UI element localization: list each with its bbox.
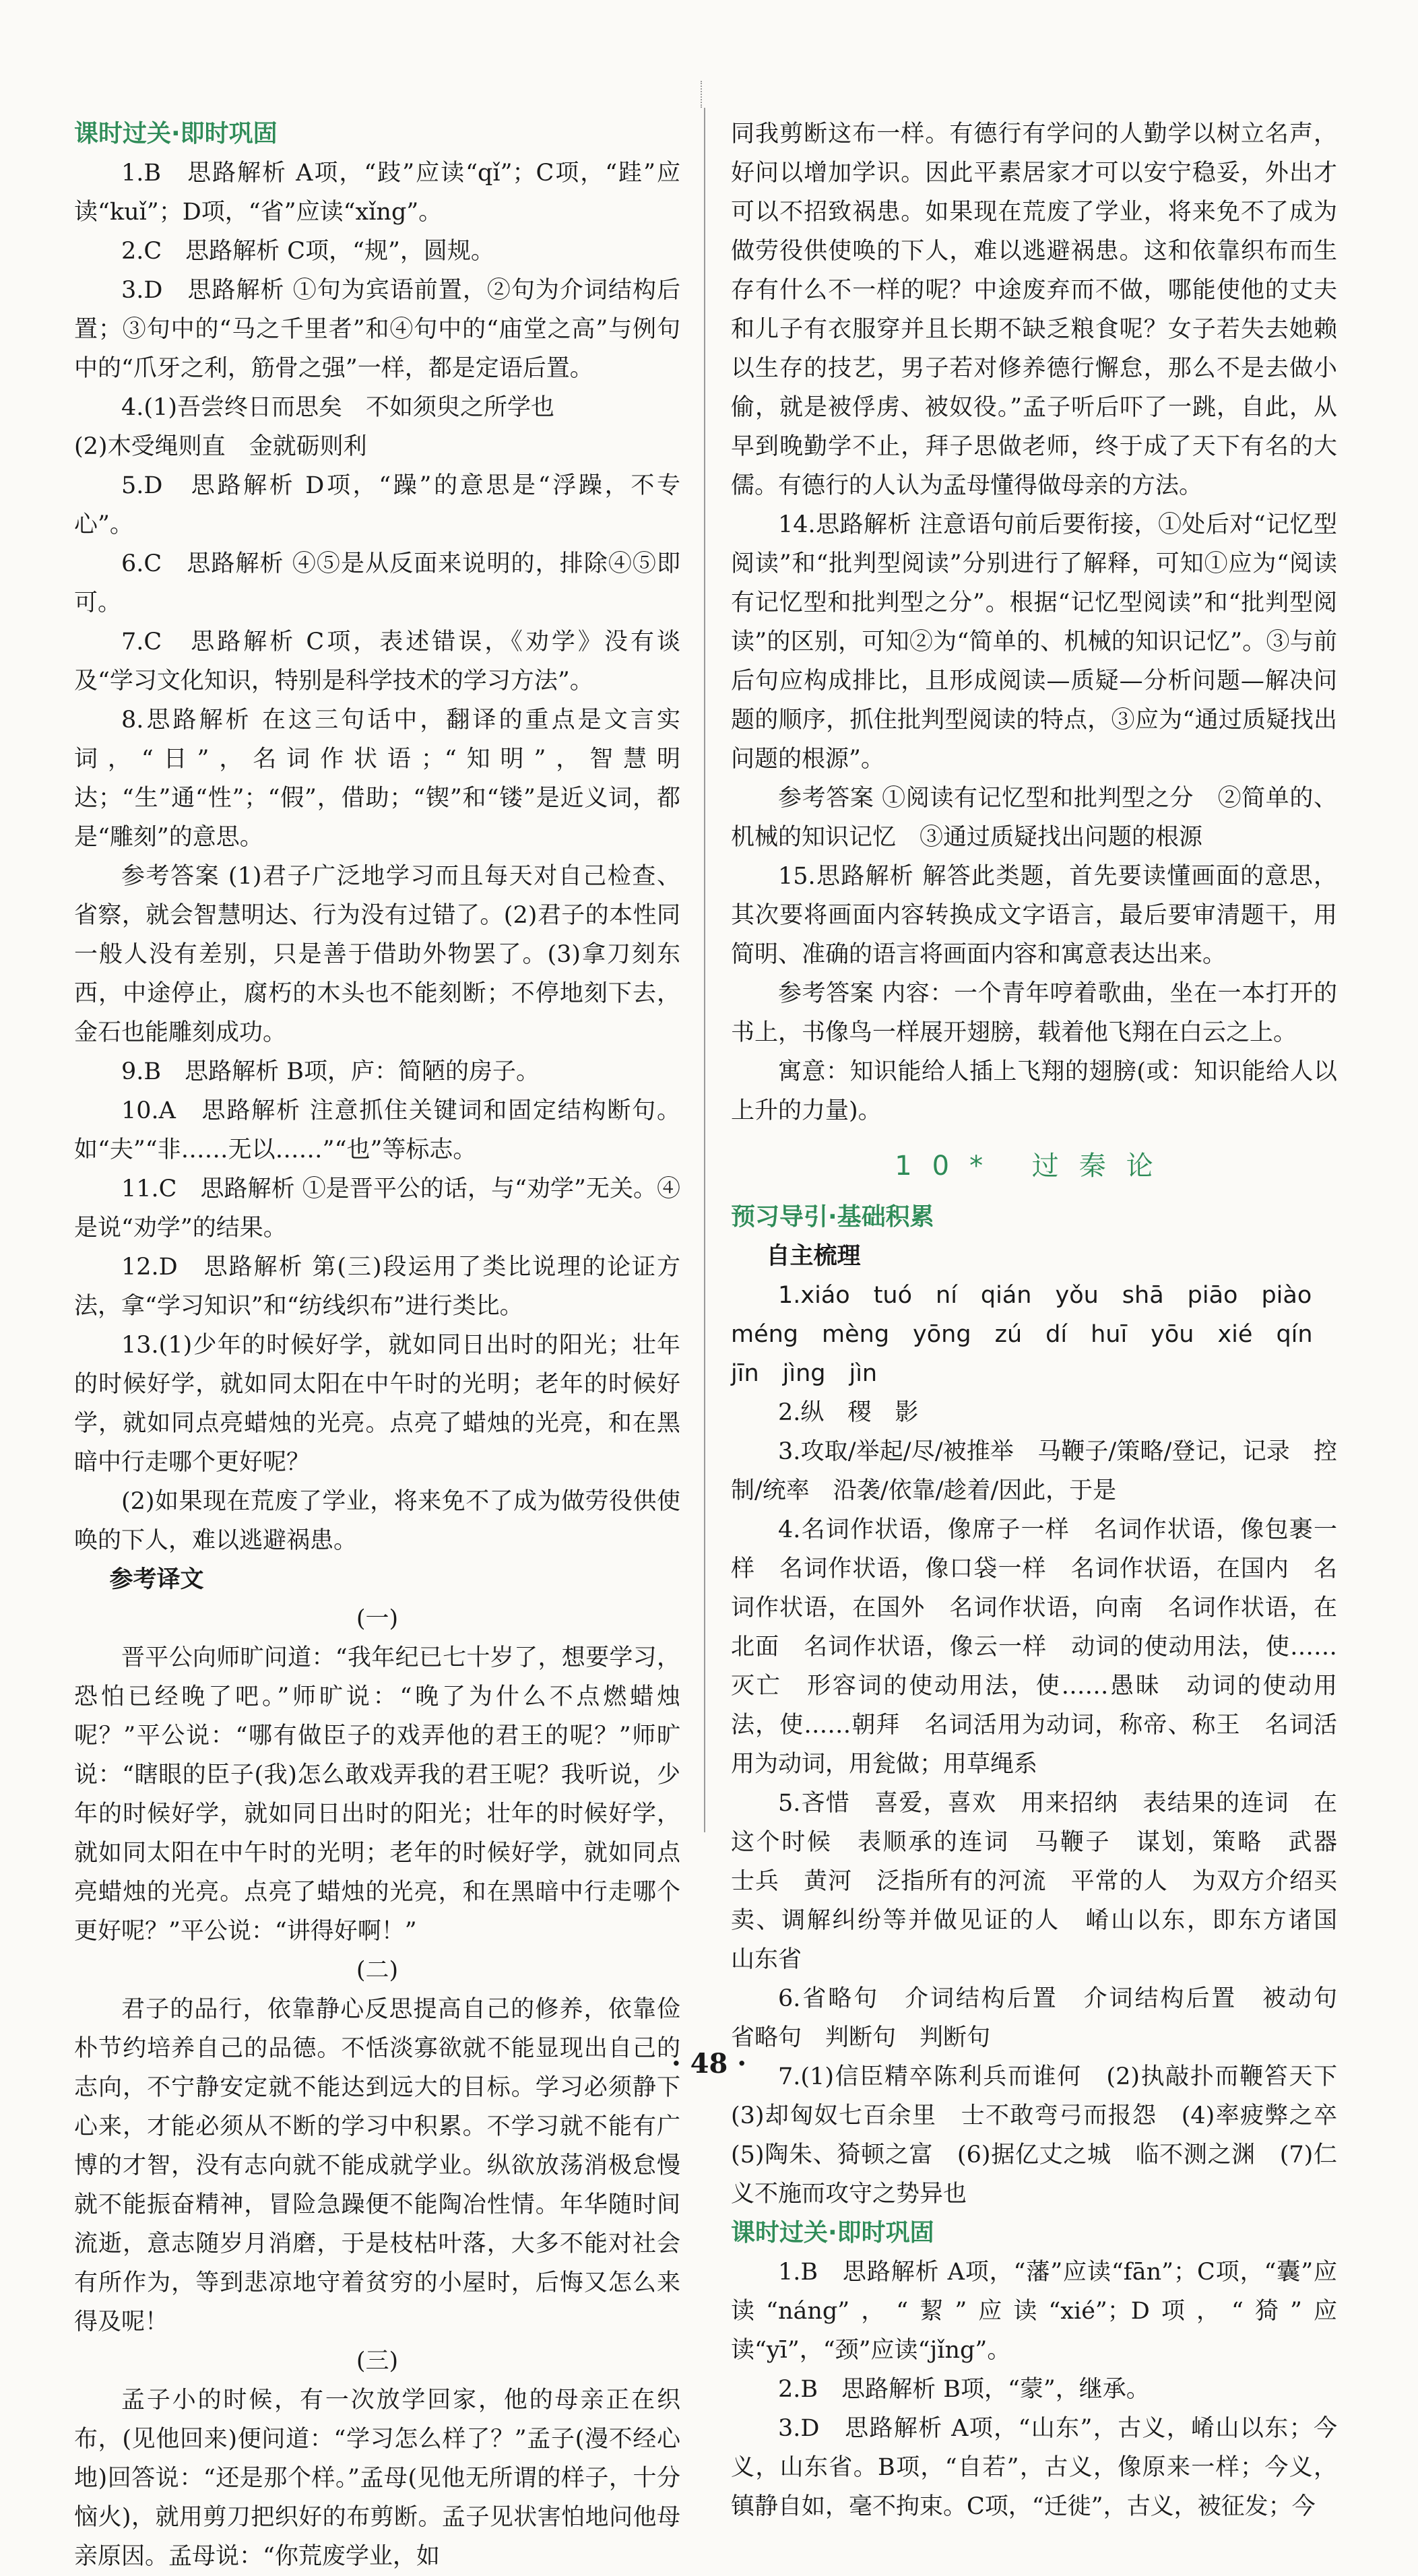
answer-item: 2.B 思路解析 B项，“蒙”，继承。 bbox=[778, 2376, 1150, 2403]
section-title: 预习导引·基础积累 bbox=[731, 1203, 934, 1231]
answer-item: 6.省略句 介词结构后置 介词结构后置 被动句 省略句 判断句 判断句 bbox=[731, 1985, 1361, 2051]
left-column bbox=[74, 115, 680, 2576]
pinyin-line: jīn jìng jìn bbox=[731, 1360, 878, 1387]
answer-item: 7.(1)信臣精卒陈利兵而谁何 (2)执敲扑而鞭笞天下 (3)却匈奴七百余里 士不敢弯弓而报怨 (4)率疲弊之卒 (5)陶朱、猗顿之富 (6)据亿丈之城 临不测之渊 (7)仁义不施而攻守之势异也 bbox=[731, 2063, 1361, 2208]
answer-item: (2)如果现在荒废了学业，将来免不了成为做劳役供使唤的下人，难以逃避祸患。 bbox=[74, 1488, 680, 1554]
reference-answer: 参考答案 (1)君子广泛地学习而且每天对自己检查、省察，就会智慧明达、行为没有过错了。(2)君子的本性同一般人没有差别，只是善于借助外物罢了。(3)拿刀刻东西，中途停止，腐朽的木头也不能刻断；不停地刻下去，金石也能雕刻成功。 bbox=[74, 863, 680, 1046]
translation-paragraph-continued: 同我剪断这布一样。有德行有学问的人勤学以树立名声，好问以增加学识。因此平素居家才可以安宁稳妥，外出才可以不招致祸患。如果现在荒废了学业，将来免不了成为做劳役供使唤的下人，难以逃避祸患。这和依靠织布而生存有什么不一样的呢？中途废弃而不做，哪能使他的丈夫和儿子有衣服穿并且长期不缺乏粮食呢？女子若失去她赖以生存的技艺，男子若对修养德行懈怠，那么不是去做小偷，就是被俘虏、被奴役。”孟子听后吓了一跳，自此，从早到晚勤学不止，拜子思做老师，终于成了天下有名的大儒。有德行的人认为孟母懂得做母亲的方法。 bbox=[731, 121, 1337, 499]
moral-text: 寓意：知识能给人插上飞翔的翅膀(或：知识能给人以上升的力量)。 bbox=[731, 1058, 1337, 1124]
answer-item: 3.D 思路解析 ①句为宾语前置，②句为介词结构后置；③句中的“马之千里者”和④句中的“庙堂之高”与例句中的“爪牙之利，筋骨之强”一样，都是定语后置。 bbox=[74, 277, 680, 382]
answer-item: 4.名词作状语，像席子一样 名词作状语，像包裹一样 名词作状语，像口袋一样 名词作状语，在国内 名词作状语，在国外 名词作状语，向南 名词作状语，在北面 名词作状语，像云一样 动词的使动用法，使……灭亡 形容词的使动用法，使……愚昧 动词的使动用法，使……朝拜 名词活用为动词，称帝、称王 名词活用为动词，用瓮做；用草绳系 bbox=[731, 1516, 1337, 1778]
answer-item: 2.纵 稷 影 bbox=[778, 1399, 919, 1426]
answer-item: (2)木受绳则直 金就砺则利 bbox=[74, 433, 367, 460]
answer-item: 8.思路解析 在这三句话中，翻译的重点是文言实词，“日”，名词作状语；“知明”，智慧明达；“生”通“性”；“假”，借助；“锲”和“镂”是近义词，都是“雕刻”的意思。 bbox=[74, 707, 680, 851]
answer-item: 11.C 思路解析 ①是晋平公的话，与“劝学”无关。④是说“劝学”的结果。 bbox=[74, 1176, 680, 1242]
answer-item: 5.D 思路解析 D项，“躁”的意思是“浮躁，不专心”。 bbox=[74, 472, 680, 538]
answer-item: 7.C 思路解析 C项，表述错误，《劝学》没有谈及“学习文化知识，特别是科学技术的学习方法”。 bbox=[74, 629, 680, 695]
pinyin-line: 1.xiáo tuó ní qián yǒu shā piāo piào bbox=[778, 1282, 1312, 1309]
answer-item: 15.思路解析 解答此类题，首先要读懂画面的意思，其次要将画面内容转换成文字语言，最后要审清题干，用简明、准确的语言将画面内容和寓意表达出来。 bbox=[731, 863, 1337, 968]
page-number: · 48 · bbox=[671, 2048, 747, 2080]
translation-paragraph: 孟子小的时候，有一次放学回家，他的母亲正在织布，(见他回来)便问道：“学习怎么样了？”孟子(漫不经心地)回答说：“还是那个样。”孟母(见他无所谓的样子，十分恼火)，就用剪刀把织好的布剪断。孟子见状害怕地问他母亲原因。孟母说：“你荒废学业，如 bbox=[74, 2387, 680, 2570]
answer-item: 13.(1)少年的时候好学，就如同日出时的阳光；壮年的时候好学，就如同太阳在中午时的光明；老年的时候好学，就如同点亮蜡烛的光亮。点亮了蜡烛的光亮，和在黑暗中行走哪个更好呢？ bbox=[74, 1332, 680, 1476]
answer-item: 14.思路解析 注意语句前后要衔接，①处后对“记忆型阅读”和“批判型阅读”分别进行了解释，可知①应为“阅读有记忆型和批判型之分”。根据“记忆型阅读”和“批判型阅读”的区别，可知②为“简单的、机械的知识记忆”。③与前后句应构成排比，且形成阅读—质疑—分析问题—解决问题的顺序，抓住批判型阅读的特点，③应为“通过质疑找出问题的根源”。 bbox=[731, 511, 1337, 773]
answer-item: 3.攻取/举起/尽/被推举 马鞭子/策略/登记，记录 控制/统率 沿袭/依靠/趁着/因此，于是 bbox=[731, 1438, 1337, 1504]
answer-item: 1.B 思路解析 A项，“藩”应读“fān”；C项，“囊”应读“náng”，“絜”应读“xié”；D项，“猗”应读“yī”，“颈”应读“jǐng”。 bbox=[731, 2259, 1337, 2364]
section-title: 课时过关·即时巩固 bbox=[731, 2219, 934, 2247]
right-column bbox=[731, 115, 1361, 2526]
chapter-title: 10* 过秦论 bbox=[895, 1151, 1173, 1182]
translation-paragraph: 君子的品行，依靠静心反思提高自己的修养，依靠俭朴节约培养自己的品德。不恬淡寡欲就不能显现出自己的志向，不宁静安定就不能达到远大的目标。学习必须静下心来，才能必须从不断的学习中积累。不学习就不能有广博的才智，没有志向就不能成就学业。纵欲放荡消极怠慢就不能振奋精神，冒险急躁便不能陶冶性情。年华随时间流逝，意志随岁月消磨，于是枝枯叶落，大多不能对社会有所作为，等到悲凉地守着贫穷的小屋时，后悔又怎么来得及呢！ bbox=[74, 1996, 680, 2336]
answer-item: 6.C 思路解析 ④⑤是从反面来说明的，排除④⑤即可。 bbox=[74, 550, 680, 616]
part-marker: (二) bbox=[356, 1957, 399, 1984]
answer-item: 10.A 思路解析 注意抓住关键词和固定结构断句。如“夫”“非……无以……”“也”等标志。 bbox=[74, 1097, 680, 1163]
translation-title: 参考译文 bbox=[109, 1566, 204, 1593]
subsection-title: 自主梳理 bbox=[766, 1243, 861, 1270]
translation-paragraph: 晋平公向师旷问道：“我年纪已七十岁了，想要学习，恐怕已经晚了吧。”师旷说：“晚了为什么不点燃蜡烛呢？”平公说：“哪有做臣子的戏弄他的君王的呢？”师旷说：“瞎眼的臣子(我)怎么敢戏弄我的君王呢？我听说，少年的时候好学，就如同日出时的阳光；壮年的时候好学，就如同太阳在中午时的光明；老年的时候好学，就如同点亮蜡烛的光亮。点亮了蜡烛的光亮，和在黑暗中行走哪个更好呢？”平公说：“讲得好啊！” bbox=[74, 1644, 680, 1945]
column-divider bbox=[704, 108, 705, 1832]
part-marker: (一) bbox=[356, 1605, 399, 1632]
reference-answer: 参考答案 内容：一个青年哼着歌曲，坐在一本打开的书上，书像鸟一样展开翅膀，载着他飞翔在白云之上。 bbox=[731, 980, 1337, 1046]
column-divider-dots bbox=[701, 81, 710, 108]
pinyin-line: méng mèng yōng zú dí huī yōu xié qín bbox=[731, 1321, 1313, 1348]
answer-item: 1.B 思路解析 A项，“跂”应读“qǐ”；C项，“跬”应读“kuǐ”；D项，“省”应读“xǐng”。 bbox=[74, 160, 680, 226]
answer-item: 5.吝惜 喜爱，喜欢 用来招纳 表结果的连词 在这个时候 表顺承的连词 马鞭子 谋划，策略 武器 士兵 黄河 泛指所有的河流 平常的人 为双方介绍买卖、调解纠纷等并做见证的人 崤山以东，即东方诸国 山东省 bbox=[731, 1790, 1361, 1973]
part-marker: (三) bbox=[356, 2348, 399, 2375]
reference-answer: 参考答案 ①阅读有记忆型和批判型之分 ②简单的、机械的知识记忆 ③通过质疑找出问题的根源 bbox=[731, 785, 1337, 851]
answer-item: 12.D 思路解析 第(三)段运用了类比说理的论证方法，拿“学习知识”和“纺线织布”进行类比。 bbox=[74, 1254, 680, 1320]
answer-item: 4.(1)吾尝终日而思矣 不如须臾之所学也 bbox=[121, 394, 554, 421]
answer-item: 3.D 思路解析 A项，“山东”，古义，崤山以东；今义，山东省。B项，“自若”，古义，像原来一样；今义，镇静自如，毫不拘束。C项，“迁徙”，古义，被征发；今 bbox=[731, 2415, 1337, 2520]
answer-item: 9.B 思路解析 B项，庐：简陋的房子。 bbox=[121, 1058, 540, 1085]
answer-item: 2.C 思路解析 C项，“规”，圆规。 bbox=[121, 238, 494, 265]
section-title: 课时过关·即时巩固 bbox=[74, 120, 278, 148]
